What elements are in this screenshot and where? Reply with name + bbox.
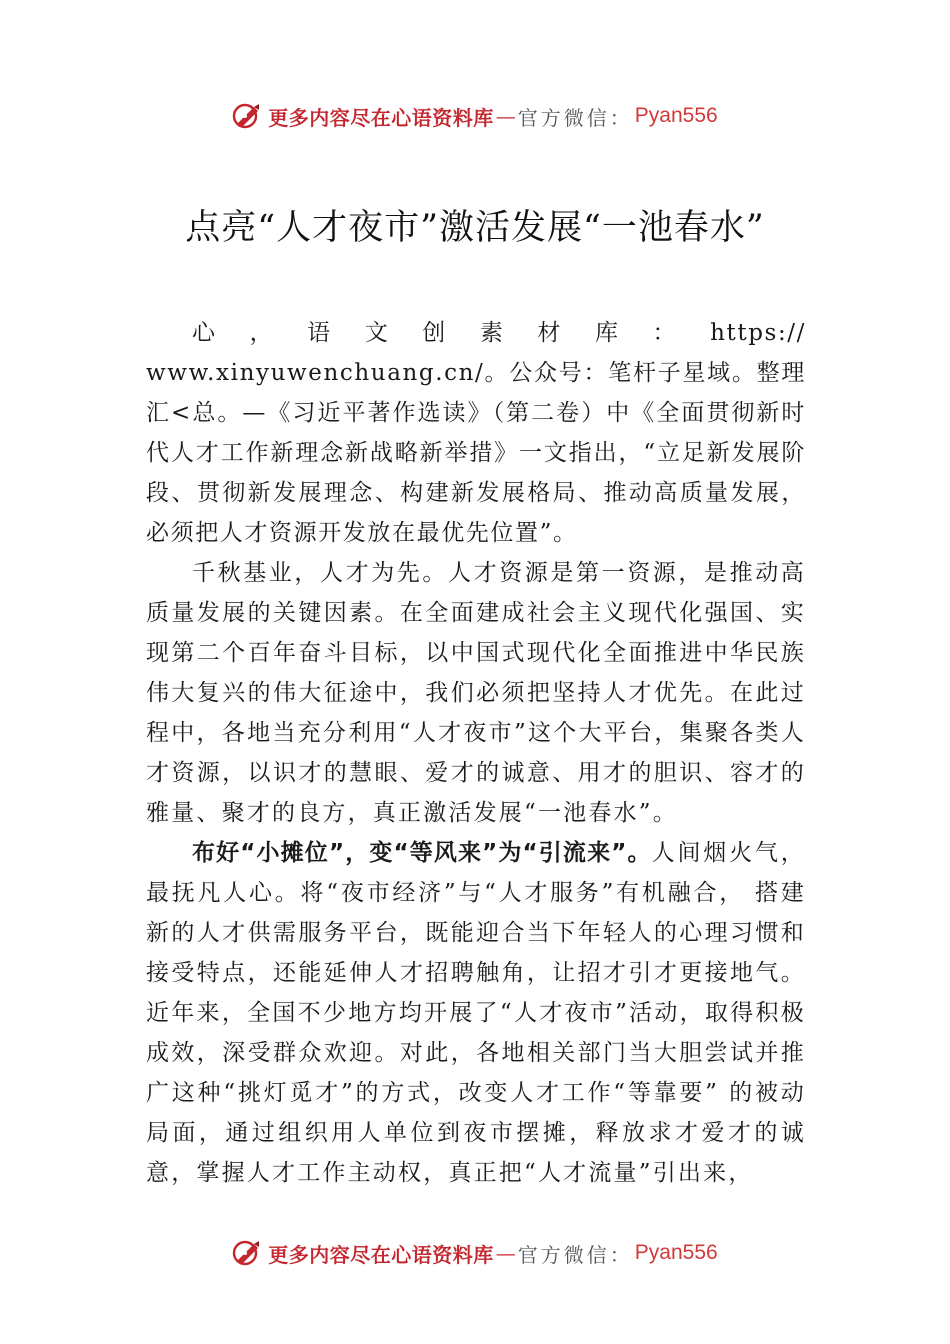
- banner-wechat-id: Pyan556: [634, 104, 718, 127]
- banner-dash: —: [495, 1241, 516, 1265]
- paragraph-1: [146, 313, 806, 553]
- paragraph-2: 千秋基业，人才为先。人才资源是第一资源，是推动高质量发展的关键因素。在全面建成社会主义现代化强国、实现第二个百年奋斗目标，以中国式现代化全面推进中华民族伟大复兴的伟大征途中，我们必须把坚持人才优先。在此过程中，各地当充分利用“人才夜市”这个大平台，集聚各类人才资源，以识才的慧眼、爱才的诚意、用才的胆识、容才的雅量、聚才的良方，真正激活发展“一池春水”。: [146, 560, 806, 826]
- pen-nib-logo-icon: [232, 1238, 262, 1268]
- header-banner: [0, 96, 950, 136]
- paragraph-3-text: 人间烟火气，最抚凡人心。将“夜市经济”与“人才服务”有机融合， 搭建新的人才供需服务平台，既能迎合当下年轻人的心理习惯和接受特点，还能延伸人才招聘触角，让招才引才更接地气。近年来，全国不少地方均开展了“人才夜市”活动，取得积极成效，深受群众欢迎。对此，各地相关部门当大胆尝试并推广这种“挑灯觅才”的方式，改变人才工作“等靠要” 的被动局面，通过组织用人单位到夜市摆摊，释放求才爱才的诚意，掌握人才工作主动权，真正把“人才流量”引出来，: [146, 840, 807, 1186]
- paragraph-1-text: www.xinyuwenchuang.cn/。公众号：笔杆子星域。整理汇<总。—《习近平著作选读》（第二卷）中《全面贯彻新时代人才工作新理念新战略新举措》一文指出，“立足新发展阶段、贯彻新发展理念、构建新发展格局、推动高质量发展，必须把人才资源开发放在最优先位置”。: [146, 360, 806, 546]
- banner-wechat-id: Pyan556: [634, 1241, 718, 1264]
- banner-wechat-label: 官方微信：: [517, 105, 633, 130]
- article-body: [146, 313, 806, 1193]
- pen-nib-logo-icon: [232, 101, 262, 131]
- paragraph-3: [146, 833, 806, 1193]
- source-line: 心，语文创素材库：https://: [192, 320, 806, 346]
- page-title: 点亮“人才夜市”激活发展“一池春水”: [185, 208, 765, 248]
- paragraph-3-lead: 布好“小摊位”，变“等风来”为“引流来”。: [192, 840, 652, 866]
- banner-text: 更多内容尽在心语资料库: [268, 105, 494, 130]
- banner-text: 更多内容尽在心语资料库: [268, 1242, 494, 1267]
- footer-banner: [0, 1233, 950, 1273]
- banner-wechat-label: 官方微信：: [517, 1242, 633, 1267]
- banner-dash: —: [495, 104, 516, 128]
